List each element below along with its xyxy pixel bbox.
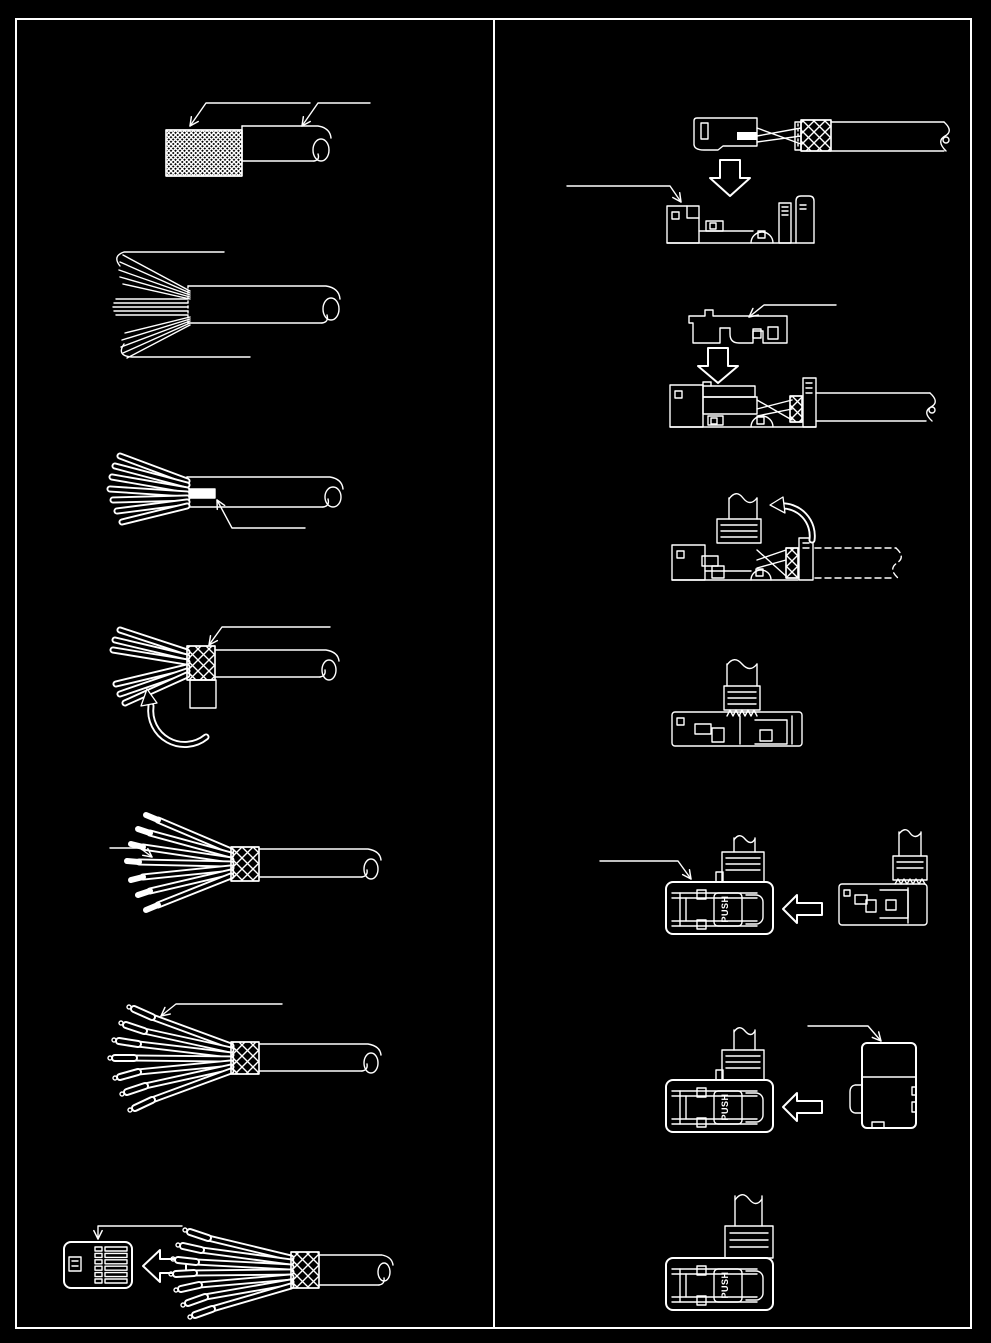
shell-cover (689, 310, 787, 343)
cable-jacket (259, 849, 381, 879)
push-housing (666, 1258, 773, 1310)
step-fold-back-shield-apply-foil-tape (110, 456, 343, 528)
copper-tape-band (187, 646, 215, 680)
step-attach-cover-onto-shell (670, 305, 935, 427)
contact-slots (95, 1247, 127, 1283)
cable-jacket (215, 650, 339, 680)
callout-arrow-icon (749, 305, 836, 317)
inner-wires (113, 299, 188, 315)
rotate-arrow-icon (141, 689, 206, 744)
contact-housing (64, 1242, 132, 1288)
wires (110, 456, 187, 522)
tape-tail (190, 680, 216, 708)
left-block-arrow-icon (783, 895, 822, 923)
metal-shell (667, 196, 814, 243)
push-housing-assembly (666, 1028, 773, 1132)
step-insert-contacts-into-housing (64, 1226, 393, 1319)
callout-arrow-icon (808, 1026, 881, 1041)
wires-with-stripped-ends (127, 815, 231, 910)
callout-arrow-icon (117, 252, 224, 266)
shell-assembly-with-cable (670, 378, 935, 427)
folded-cable (717, 494, 761, 543)
callout-arrow-icon (161, 1004, 282, 1016)
callout-arrow-icon (209, 627, 330, 645)
step-fan-out-shield-strands-and-wires (113, 252, 340, 358)
push-label: PUSH (720, 1093, 730, 1121)
copper-tape-band (231, 1042, 259, 1074)
strain-relief-cover (850, 1043, 916, 1128)
push-label: PUSH (720, 1271, 730, 1299)
callout-arrow-icon (217, 500, 305, 528)
rotate-arrow-icon (770, 497, 812, 540)
step-folded-assembly (672, 660, 802, 746)
callout-arrow-icon (302, 103, 370, 126)
cable-jacket (242, 126, 331, 161)
copper-tape-band (291, 1252, 319, 1288)
step-wrap-copper-tape-band (113, 627, 339, 744)
callout-arrow-icon (567, 186, 681, 202)
left-block-arrow-icon (783, 1093, 822, 1121)
copper-tape-band (231, 847, 259, 881)
braided-shield (166, 130, 242, 176)
step-completed-plug (666, 1195, 773, 1310)
foil-tape (189, 489, 215, 498)
cable-boot (725, 1226, 773, 1258)
callout-arrow-icon (190, 103, 310, 126)
wires-with-crimped-contacts (169, 1228, 291, 1319)
down-block-arrow-icon (698, 348, 738, 383)
wires-with-crimped-contacts (108, 1005, 231, 1112)
wired-contact-block (694, 118, 949, 151)
step-insert-assembly-into-push-housing (600, 830, 927, 934)
cable-jacket (319, 1255, 393, 1285)
dashed-cable-previous-position (815, 548, 901, 578)
callout-arrow-icon (600, 861, 691, 879)
down-block-arrow-icon (710, 160, 750, 196)
step-crimp-contacts-on-wires (108, 1004, 381, 1112)
push-label: PUSH (720, 895, 730, 923)
step-strip-wire-ends (110, 815, 381, 910)
step-expose-braided-shield (166, 103, 370, 176)
step-fold-cable-upward (672, 494, 901, 580)
step-attach-strain-relief-cover (666, 1026, 916, 1132)
shell-assembly (672, 538, 813, 580)
push-housing-assembly (666, 836, 773, 934)
folded-cable (724, 660, 760, 716)
shell-body (672, 712, 802, 746)
folded-assembly-to-insert (839, 830, 927, 925)
cable-jacket (188, 286, 340, 323)
cable-jacket (259, 1044, 381, 1073)
step-set-wired-block-into-shell (567, 118, 949, 243)
callout-arrow-icon (98, 1226, 182, 1239)
wires (113, 630, 187, 703)
